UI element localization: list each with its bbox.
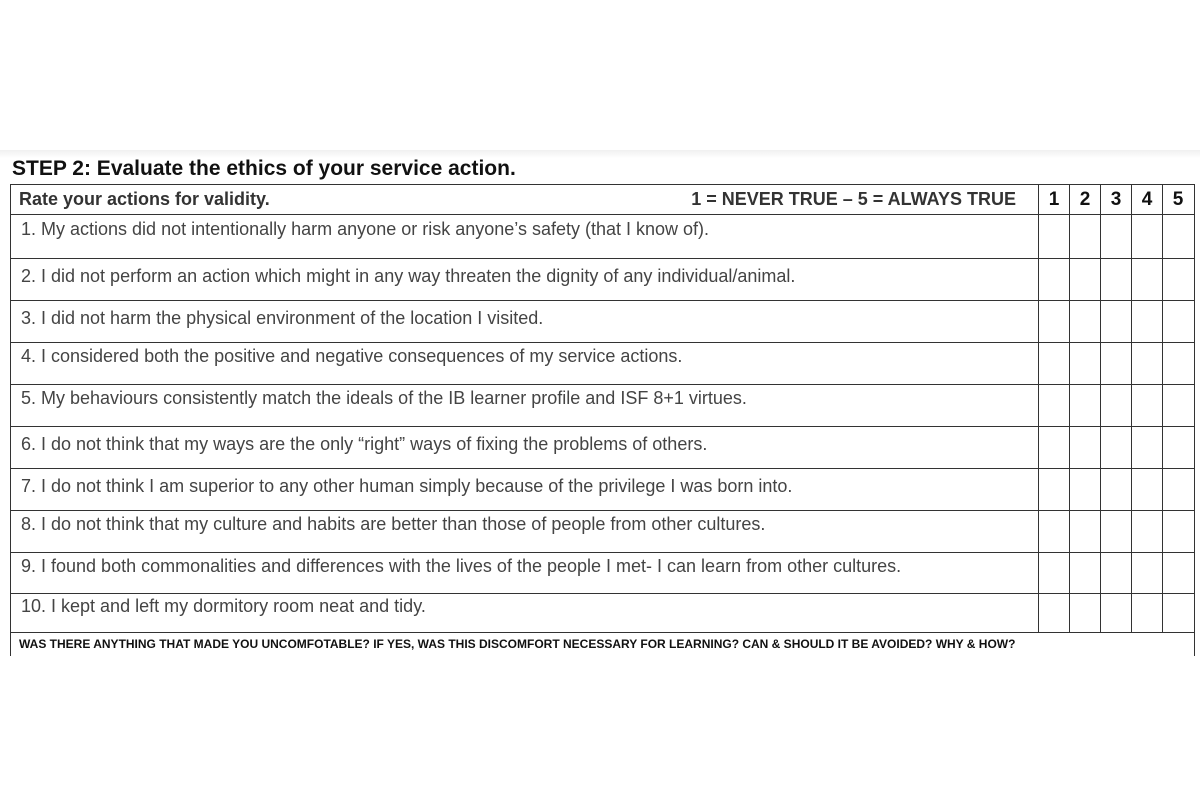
statement-row: [11, 510, 1194, 552]
rating-cell-5[interactable]: [1162, 594, 1193, 632]
statement-text: 8. I do not think that my culture and habits are better than those of people from other cultures.: [21, 514, 766, 534]
rating-cell-2[interactable]: [1069, 594, 1100, 632]
rating-cell-2[interactable]: [1069, 385, 1100, 426]
rating-cell-4[interactable]: [1131, 259, 1162, 300]
rating-header-1: 1: [1038, 185, 1069, 214]
statement-text: 2. I did not perform an action which might in any way threaten the dignity of any individual/animal.: [21, 266, 796, 286]
statement-row: [11, 552, 1194, 593]
rating-cell-4[interactable]: [1131, 594, 1162, 632]
instruction-label: Rate your actions for validity.: [19, 189, 270, 209]
rating-cell-2[interactable]: [1069, 343, 1100, 384]
rating-cell-2[interactable]: [1069, 511, 1100, 552]
statement-text: 3. I did not harm the physical environment of the location I visited.: [21, 308, 544, 328]
rating-cell-4[interactable]: [1131, 427, 1162, 468]
statement-row: [11, 300, 1194, 342]
rating-cell-2[interactable]: [1069, 301, 1100, 342]
header-text: [11, 185, 1038, 214]
statement-text: 7. I do not think I am superior to any other human simply because of the privilege I was born into.: [21, 476, 793, 496]
statement-row: [11, 468, 1194, 510]
rating-cell-5[interactable]: [1162, 215, 1193, 258]
statement-text: 6. I do not think that my ways are the only “right” ways of fixing the problems of others.: [21, 434, 708, 454]
rating-cell-5[interactable]: [1162, 259, 1193, 300]
rating-cell-4[interactable]: [1131, 553, 1162, 593]
rating-header-4: 4: [1131, 185, 1162, 214]
rating-cell-1[interactable]: [1038, 469, 1069, 510]
rating-cell-5[interactable]: [1162, 301, 1193, 342]
rating-cell-1[interactable]: [1038, 259, 1069, 300]
statement-text: 9. I found both commonalities and differences with the lives of the people I met- I can learn from other cultures.: [21, 556, 902, 576]
rating-cell-4[interactable]: [1131, 511, 1162, 552]
rating-cell-2[interactable]: [1069, 427, 1100, 468]
statement-row: [11, 384, 1194, 426]
statement-row: [11, 426, 1194, 468]
statement-row: [11, 214, 1194, 258]
rating-cell-4[interactable]: [1131, 215, 1162, 258]
statement-row: [11, 593, 1194, 632]
rating-cell-4[interactable]: [1131, 301, 1162, 342]
rating-cell-1[interactable]: [1038, 553, 1069, 593]
rating-cell-3[interactable]: [1100, 343, 1131, 384]
rating-cell-3[interactable]: [1100, 301, 1131, 342]
rating-cell-1[interactable]: [1038, 301, 1069, 342]
rating-cell-4[interactable]: [1131, 385, 1162, 426]
rating-cell-3[interactable]: [1100, 553, 1131, 593]
step-title: STEP 2: Evaluate the ethics of your service action.: [12, 157, 516, 180]
rating-cell-3[interactable]: [1100, 259, 1131, 300]
scale-legend: 1 = NEVER TRUE – 5 = ALWAYS TRUE: [691, 189, 1016, 209]
rating-cell-2[interactable]: [1069, 553, 1100, 593]
rating-cell-5[interactable]: [1162, 343, 1193, 384]
rating-header-3: 3: [1100, 185, 1131, 214]
rating-header-2: 2: [1069, 185, 1100, 214]
statement-row: [11, 342, 1194, 384]
rating-cell-3[interactable]: [1100, 594, 1131, 632]
rating-cell-2[interactable]: [1069, 215, 1100, 258]
rating-cell-3[interactable]: [1100, 511, 1131, 552]
rating-cell-1[interactable]: [1038, 215, 1069, 258]
rating-cell-5[interactable]: [1162, 553, 1193, 593]
rating-cell-2[interactable]: [1069, 259, 1100, 300]
rating-cell-5[interactable]: [1162, 427, 1193, 468]
statement-text: 4. I considered both the positive and negative consequences of my service actions.: [21, 346, 683, 366]
rating-cell-3[interactable]: [1100, 215, 1131, 258]
rating-cell-1[interactable]: [1038, 511, 1069, 552]
rating-cell-5[interactable]: [1162, 469, 1193, 510]
statement-row: [11, 258, 1194, 300]
statement-text: 5. My behaviours consistently match the ideals of the IB learner profile and ISF 8+1 virtues.: [21, 388, 747, 408]
rating-cell-5[interactable]: [1162, 385, 1193, 426]
rating-cell-5[interactable]: [1162, 511, 1193, 552]
rating-cell-1[interactable]: [1038, 594, 1069, 632]
rating-cell-3[interactable]: [1100, 469, 1131, 510]
ethics-rating-form: [10, 184, 1195, 656]
statement-text: 10. I kept and left my dormitory room neat and tidy.: [21, 596, 426, 616]
reflection-prompt: WAS THERE ANYTHING THAT MADE YOU UNCOMFOTABLE? IF YES, WAS THIS DISCOMFORT NECESSARY FOR LEARNING? CAN & SHOULD IT BE AVOIDED? WHY & HOW?: [11, 632, 1194, 656]
rating-cell-1[interactable]: [1038, 385, 1069, 426]
rating-cell-1[interactable]: [1038, 343, 1069, 384]
rating-header-5: 5: [1162, 185, 1193, 214]
rating-cell-1[interactable]: [1038, 427, 1069, 468]
rating-cell-3[interactable]: [1100, 385, 1131, 426]
rating-cell-3[interactable]: [1100, 427, 1131, 468]
header-row: [11, 184, 1194, 214]
rating-cell-4[interactable]: [1131, 343, 1162, 384]
statement-text: 1. My actions did not intentionally harm anyone or risk anyone’s safety (that I know of).: [21, 219, 710, 239]
rating-cell-2[interactable]: [1069, 469, 1100, 510]
rating-cell-4[interactable]: [1131, 469, 1162, 510]
